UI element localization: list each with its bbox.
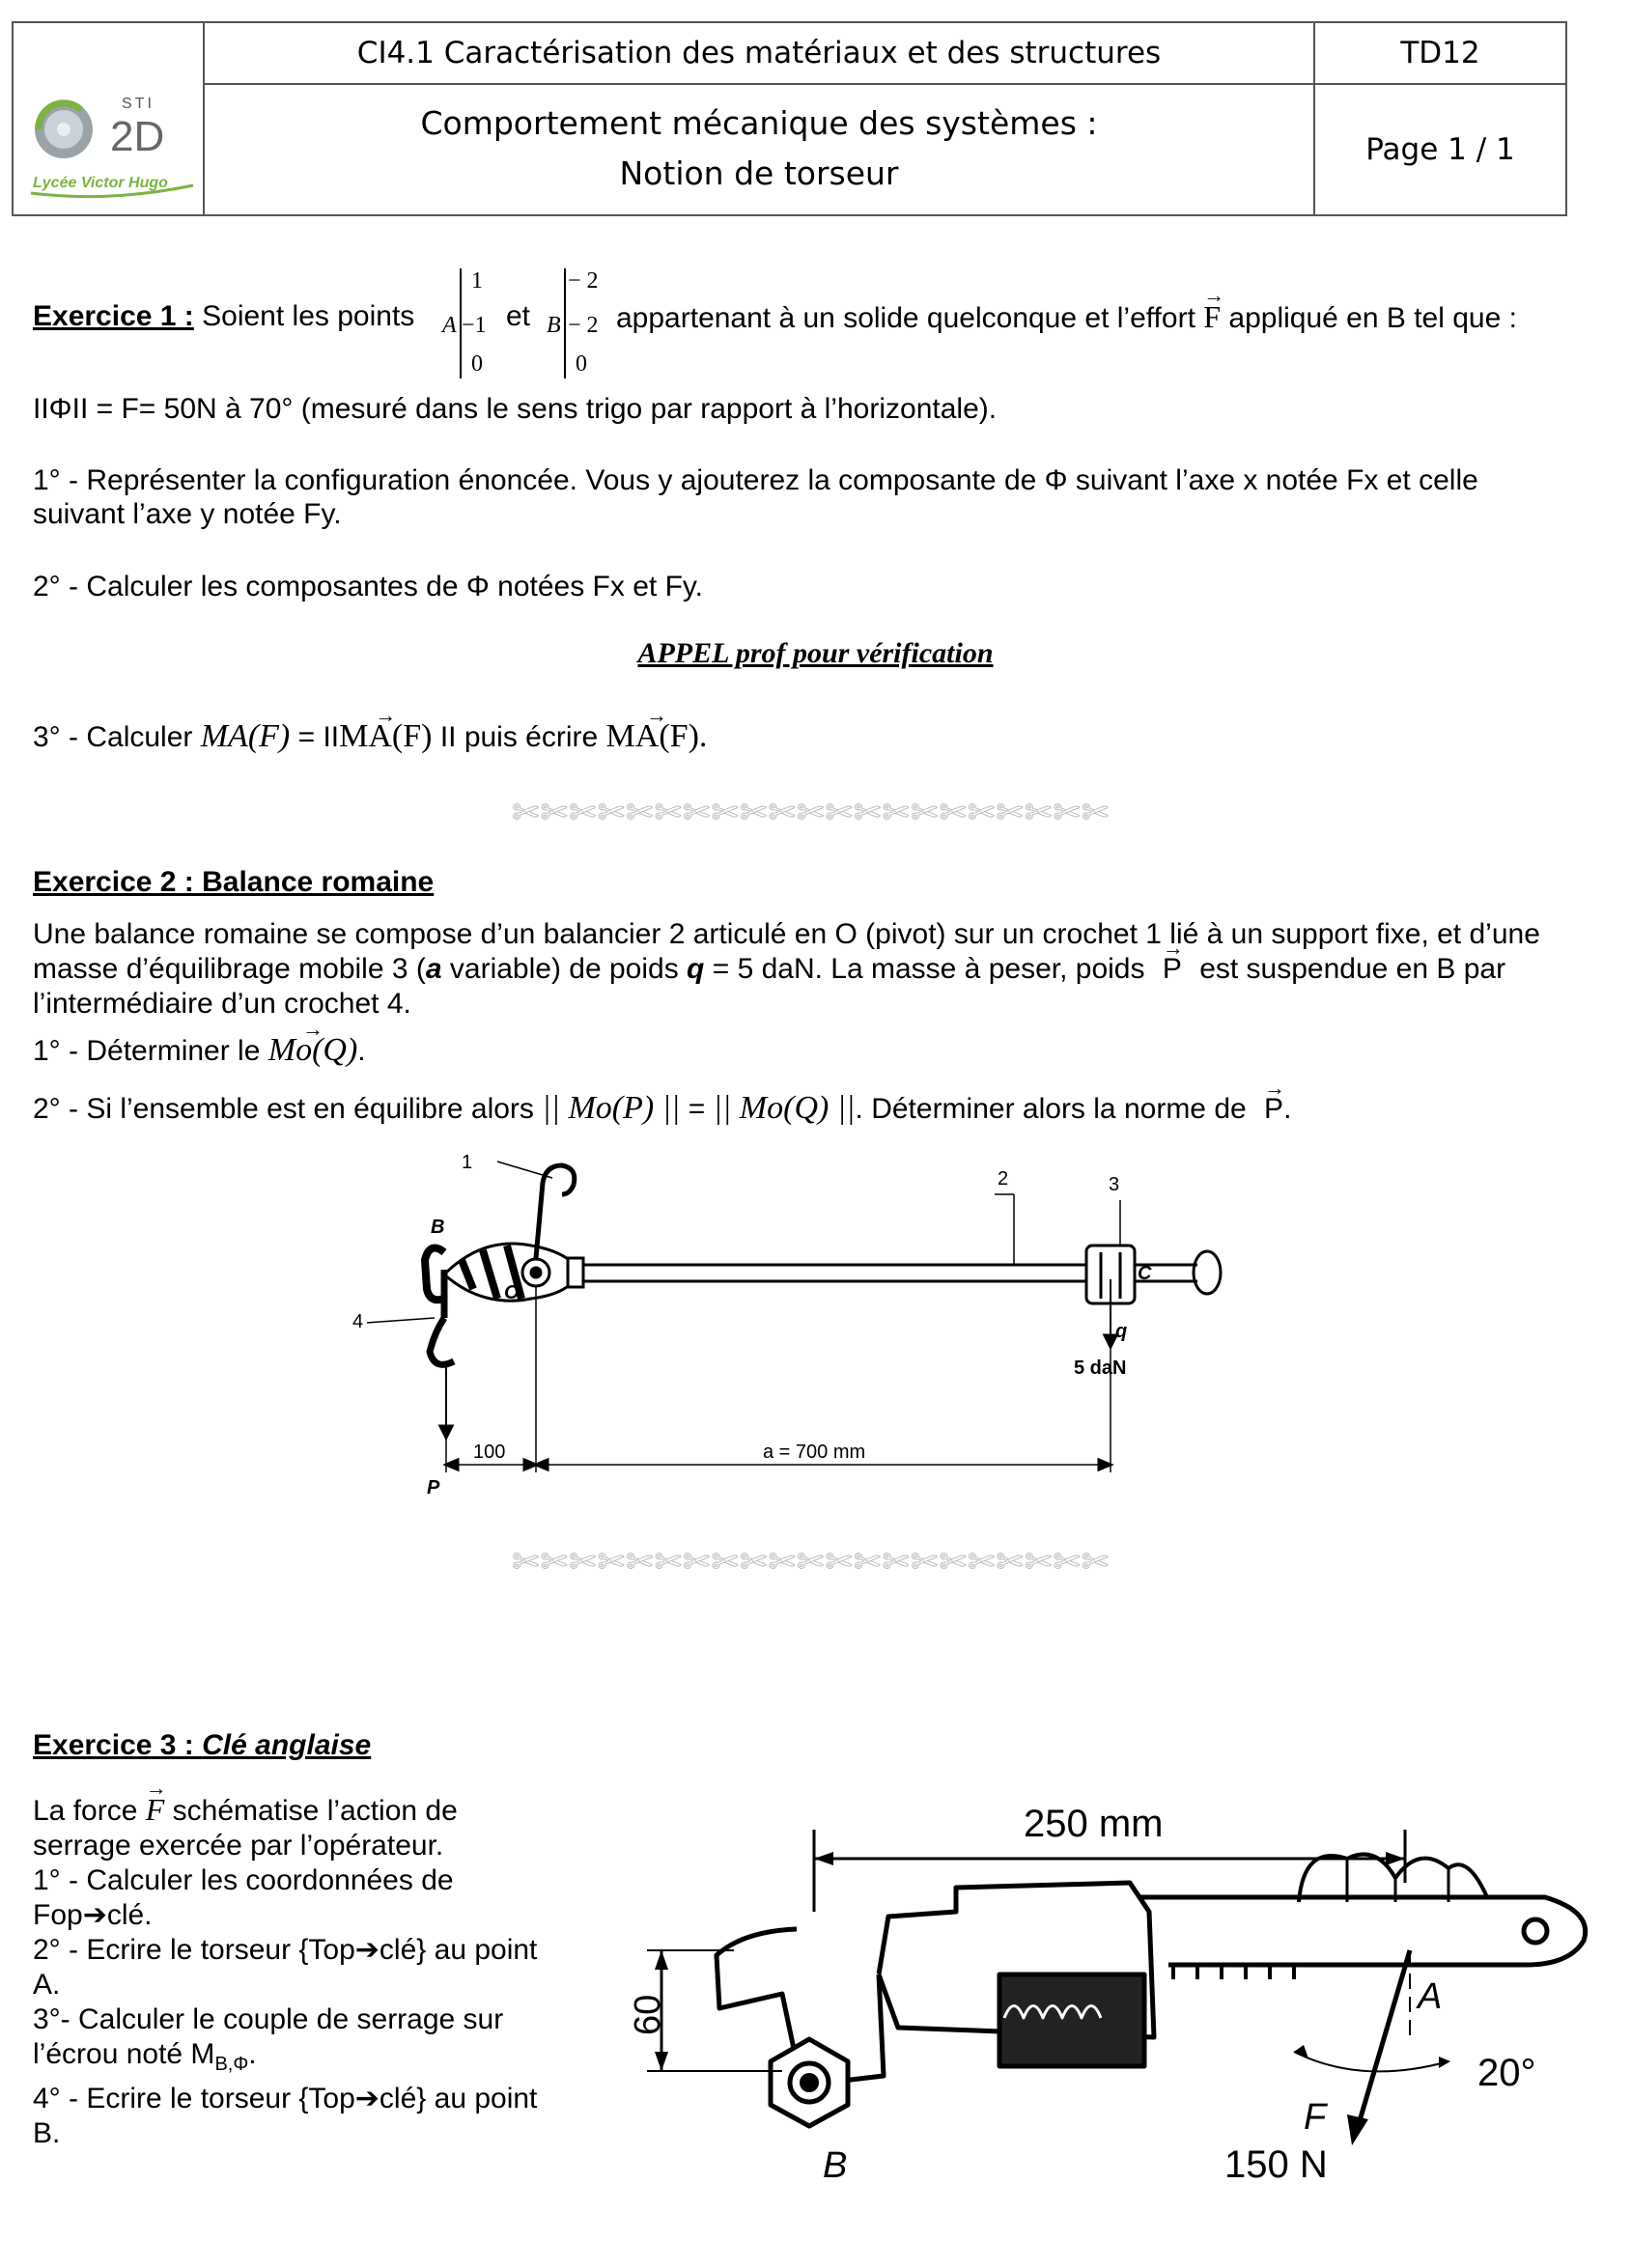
hook-1 bbox=[536, 1165, 575, 1258]
title-line-1: Comportement mécanique des systèmes : bbox=[420, 104, 1098, 142]
ex1-q3-vec: → MA(F) bbox=[339, 719, 432, 754]
point-b-x: − 2 bbox=[568, 268, 599, 294]
ex2-q2-m2: || Mo(Q) || bbox=[713, 1090, 856, 1126]
appel-prof: APPEL prof pour vérification bbox=[637, 637, 994, 669]
ex2-p1: Une balance romaine se compose d’un balancier 2 articulé en O (pivot) sur un crochet 1 lié à un support fixe, et d’une bbox=[33, 918, 1540, 950]
point-b-z: 0 bbox=[576, 351, 587, 377]
ex2-q2 bbox=[33, 1091, 1291, 1127]
ex2-var-q: q bbox=[687, 953, 705, 985]
fig-dim-a: a = 700 mm bbox=[763, 1442, 866, 1463]
scissors-separator-1: ✄✄✄✄✄✄✄✄✄✄✄✄✄✄✄✄✄✄✄✄✄ bbox=[512, 794, 1111, 832]
fig-label-b: B bbox=[431, 1217, 445, 1238]
ex3-text bbox=[33, 1792, 574, 2151]
ex2-q1 bbox=[33, 1033, 366, 1069]
ex1-after-text-2: appliqué en B tel que : bbox=[1228, 302, 1517, 334]
ex2-q2-post: . Déterminer alors la norme de bbox=[855, 1093, 1247, 1125]
ex3-label bbox=[33, 1728, 371, 1763]
fig-dim-100: 100 bbox=[473, 1442, 506, 1463]
wrench-label-f: F bbox=[1304, 2097, 1327, 2138]
point-a-z: 0 bbox=[471, 351, 483, 377]
ex3-line-6: A. bbox=[33, 1969, 61, 2001]
ex1-q3-end: → MA(F). bbox=[606, 719, 708, 754]
wrench-angle: 20° bbox=[1477, 2052, 1536, 2094]
title-line-2: Notion de torseur bbox=[619, 154, 899, 192]
page-number: Page 1 / 1 bbox=[1365, 132, 1515, 167]
force-f-symbol: → F bbox=[1203, 299, 1221, 334]
ex2-p2 bbox=[33, 952, 1505, 987]
fig-label-3: 3 bbox=[1109, 1174, 1120, 1195]
hook-4 bbox=[430, 1270, 454, 1364]
ex3-line-1 bbox=[33, 1792, 574, 1829]
ex2-p2-a: masse d’équilibrage mobile 3 ( bbox=[33, 953, 426, 985]
ex1-q3-post: II puis écrire bbox=[439, 721, 599, 753]
ex2-var-p: → P bbox=[1163, 952, 1182, 987]
fig-label-o: O bbox=[504, 1282, 520, 1303]
fig-label-2: 2 bbox=[998, 1168, 1009, 1190]
point-a-y: −1 bbox=[462, 313, 487, 338]
fig-label-q: q bbox=[1115, 1321, 1128, 1342]
ex1-q3-mid: = II bbox=[297, 721, 340, 753]
ex3-line-10: B. bbox=[33, 2117, 61, 2149]
ex2-q1-math: → Mo(Q) bbox=[268, 1033, 358, 1068]
ex1-q3 bbox=[33, 719, 707, 755]
fig-label-1: 1 bbox=[462, 1152, 473, 1173]
ex3-l8-end: . bbox=[248, 2038, 257, 2070]
beam-end-cap bbox=[1194, 1251, 1221, 1294]
scissors-separator-2: ✄✄✄✄✄✄✄✄✄✄✄✄✄✄✄✄✄✄✄✄✄ bbox=[512, 1543, 1111, 1582]
logo-school: Lycée Victor Hugo bbox=[33, 175, 168, 191]
ex3-l1-pre: La force bbox=[33, 1795, 138, 1827]
ex3-line-5: 2° - Ecrire le torseur {Top➔clé} au point bbox=[33, 1934, 538, 1966]
ex2-p2-c: = 5 daN. La masse à peser, poids bbox=[704, 953, 1145, 985]
ex1-norm: IIΦII = F= 50N à 70° (mesuré dans le sens trigo par rapport à l’horizontale). bbox=[33, 393, 998, 425]
ex1-label: Exercice 1 : bbox=[33, 300, 194, 332]
wrench-label-a: A bbox=[1418, 1976, 1443, 2017]
ex3-l8-sub: B,Φ bbox=[214, 2054, 249, 2075]
ex2-p3: l’intermédiaire d’un crochet 4. bbox=[33, 988, 411, 1020]
ex1-intro bbox=[33, 299, 414, 334]
logo-2d: 2D bbox=[110, 113, 165, 160]
point-a-name: A bbox=[442, 313, 457, 338]
td-cell bbox=[1315, 23, 1565, 85]
fig-label-p: P bbox=[427, 1477, 440, 1498]
fig-q-value: 5 daN bbox=[1074, 1358, 1127, 1379]
point-b-name: B bbox=[547, 313, 561, 338]
ex2-q2-pre: 2° - Si l’ensemble est en équilibre alors bbox=[33, 1093, 534, 1125]
ex3-line-2: serrage exercée par l’opérateur. bbox=[33, 1830, 444, 1862]
ex3-l8-text: l’écrou noté M bbox=[33, 2038, 215, 2070]
ex1-q2: 2° - Calculer les composantes de Φ notées Fx et Fy. bbox=[33, 571, 703, 602]
ex3-label-italic: Clé anglaise bbox=[202, 1729, 372, 1761]
fig-label-4: 4 bbox=[352, 1311, 364, 1332]
point-b-y: − 2 bbox=[568, 313, 599, 338]
ex2-q2-m1: || Mo(P) || bbox=[542, 1090, 681, 1126]
ex2-q1-pre: 1° - Déterminer le bbox=[33, 1035, 261, 1067]
logo bbox=[14, 23, 205, 214]
ex2-q2-end: . bbox=[1283, 1093, 1292, 1125]
td-number: TD12 bbox=[1400, 36, 1480, 70]
ex1-q1-line1: 1° - Représenter la configuration énoncée. Vous y ajouterez la composante de Φ suivant l’axe x notée Fx et celle bbox=[33, 464, 1478, 496]
ex2-q2-p: → P bbox=[1264, 1092, 1283, 1127]
ex1-q3-ma: MA(F) bbox=[200, 718, 291, 754]
ex3-l1-post: schématise l’action de bbox=[172, 1795, 458, 1827]
ex1-intro-text: Soient les points bbox=[202, 300, 415, 332]
ex3-line-4: Fop➔clé. bbox=[33, 1899, 153, 1931]
course-title: CI4.1 Caractérisation des matériaux et des structures bbox=[356, 36, 1162, 70]
logo-sti: STI bbox=[122, 96, 155, 112]
balance-figure bbox=[338, 1144, 1284, 1530]
ex1-q3-pre: 3° - Calculer bbox=[33, 721, 193, 753]
ex3-label-pre: Exercice 3 : bbox=[33, 1729, 203, 1761]
header-table bbox=[12, 21, 1567, 216]
ex2-q2-eq: = bbox=[688, 1093, 706, 1125]
ex3-line-8 bbox=[33, 2037, 574, 2082]
wrench-figure bbox=[628, 1786, 1613, 2192]
ex3-line-3: 1° - Calculer les coordonnées de bbox=[33, 1864, 454, 1896]
page-cell bbox=[1315, 85, 1565, 214]
course-cell bbox=[205, 23, 1315, 85]
ex2-label: Exercice 2 : Balance romaine bbox=[33, 866, 435, 898]
point-a-x: 1 bbox=[471, 268, 483, 294]
ex2-p2-b: variable) de poids bbox=[441, 953, 688, 985]
wrench-dim-60: 60 bbox=[628, 1994, 668, 2035]
ex2-var-a: a bbox=[425, 953, 442, 985]
ex3-line-7: 3°- Calculer le couple de serrage sur bbox=[33, 2003, 504, 2035]
ex1-after bbox=[616, 299, 1517, 336]
wrench-force-value: 150 N bbox=[1224, 2143, 1328, 2186]
ex2-p2-d: est suspendue en B par bbox=[1199, 953, 1506, 985]
ex3-l1-f: → F bbox=[146, 1792, 165, 1827]
ex1-after-text: appartenant à un solide quelconque et l’effort bbox=[616, 302, 1195, 334]
fig-label-c: C bbox=[1138, 1263, 1152, 1284]
ex3-line-9: 4° - Ecrire le torseur {Top➔clé} au point bbox=[33, 2083, 538, 2114]
ex1-q1-line2: suivant l’axe y notée Fy. bbox=[33, 498, 342, 530]
wrench-label-b: B bbox=[823, 2145, 848, 2186]
wrench-dim-250: 250 mm bbox=[1024, 1803, 1164, 1845]
ex1-et: et bbox=[506, 300, 531, 332]
title-cell bbox=[205, 85, 1315, 214]
logo-cell bbox=[14, 23, 205, 214]
ex2-q1-post: . bbox=[357, 1035, 366, 1067]
